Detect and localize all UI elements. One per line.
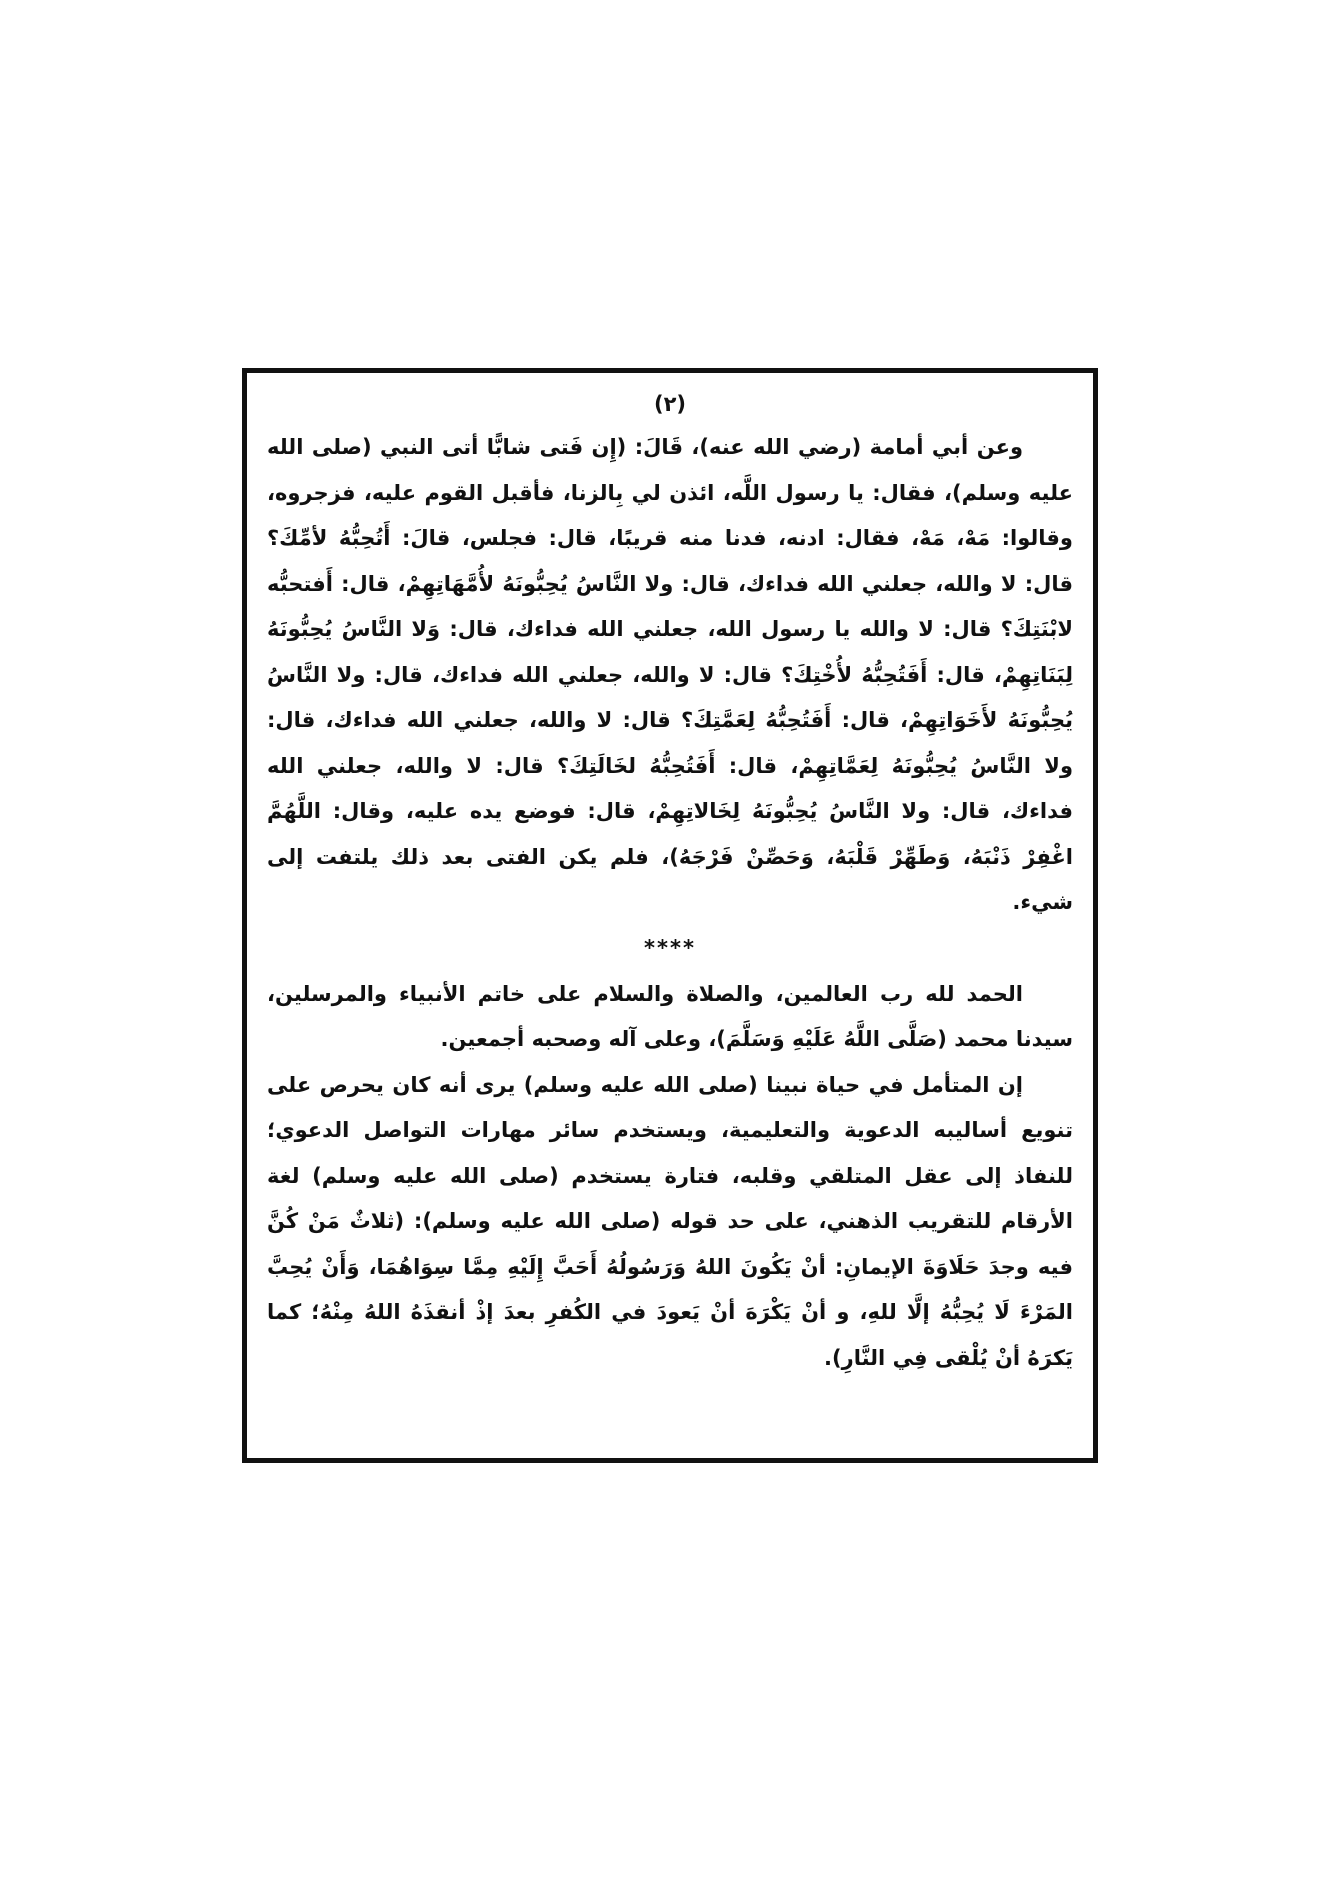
praise-paragraph: الحمد لله رب العالمين، والصلاة والسلام على خاتم الأنبياء والمرسلين، سيدنا محمد (صَلَّى اللَّهُ عَلَيْهِ وَسَلَّمَ)، وعلى آله وصحبه أجمعين. (267, 981, 1073, 1051)
reflection-paragraph: إن المتأمل في حياة نبينا (صلى الله عليه وسلم) يرى أنه كان يحرص على تنويع أساليبه الدعوية والتعليمية، ويستخدم سائر مهارات التواصل الدعوي؛ للنفاذ إلى عقل المتلقي وقلبه، فتارة يستخدم (صلى الله عليه وسلم) لغة الأرقام للتقريب الذهني، على حد قوله (صلى الله عليه وسلم): (ثلاثٌ مَنْ كُنَّ فيه وجدَ حَلَاوَةَ الإيمانِ: أنْ يَكُونَ اللهُ وَرَسُولُهُ أَحَبَّ إِلَيْهِ مِمَّا سِوَاهُمَا، وَأَنْ يُحِبَّ المَرْءَ لَا يُحِبُّهُ إلَّا للهِ، و أنْ يَكْرَهَ أنْ يَعودَ في الكُفرِ بعدَ إذْ أنقذَهُ اللهُ مِنْهُ؛ كما يَكرَهُ أنْ يُلْقى فِي النَّارِ). (267, 1072, 1073, 1370)
section-separator: **** (644, 935, 696, 960)
bordered-text-frame (242, 368, 1098, 1463)
page-number: (٢) (653, 392, 687, 416)
hadith-paragraph: وعن أبي أمامة (رضي الله عنه)، قَالَ: (إِن فَتى شابًّا أتى النبي (صلى الله عليه وسلم)، فقال: يا رسول اللَّه، ائذن لي بِالزنا، فأقبل القوم عليه، فزجروه، وقالوا: مَهْ، مَهْ، فقال: ادنه، فدنا منه قريبًا، قال: فجلس، قالَ: أَتُحِبُّهُ لأمِّكَ؟ قال: لا والله، جعلني الله فداءك، قال: ولا النَّاسُ يُحِبُّونَهُ لأُمَّهَاتِهِمْ، قال: أَفتحبُّه لابْنَتِكَ؟ قال: لا والله يا رسول الله، جعلني الله فداءك، قال: وَلا النَّاسُ يُحِبُّونَهُ لِبَنَاتِهِمْ، قال: أَفَتُحِبُّهُ لأُخْتِكَ؟ قال: لا والله، جعلني الله فداءك، قال: ولا النَّاسُ يُحِبُّونَهُ لأَخَوَاتِهِمْ، قال: أَفَتُحِبُّهُ لِعَمَّتِكَ؟ قال: لا والله، جعلني الله فداءك، قال: ولا النَّاسُ يُحِبُّونَهُ لِعَمَّاتِهِمْ، قال: أَفَتُحِبُّهُ لخَالَتِكَ؟ قال: لا والله، جعلني الله فداءك، قال: ولا النَّاسُ يُحِبُّونَهُ لِخَالاتِهِمْ، قال: فوضع يده عليه، وقال: اللَّهُمَّ اغْفِرْ ذَنْبَهُ، وَطَهِّرْ قَلْبَهُ، وَحَصِّنْ فَرْجَهُ)، فلم يكن الفتى بعد ذلك يلتفت إلى شيء. (267, 435, 1073, 914)
